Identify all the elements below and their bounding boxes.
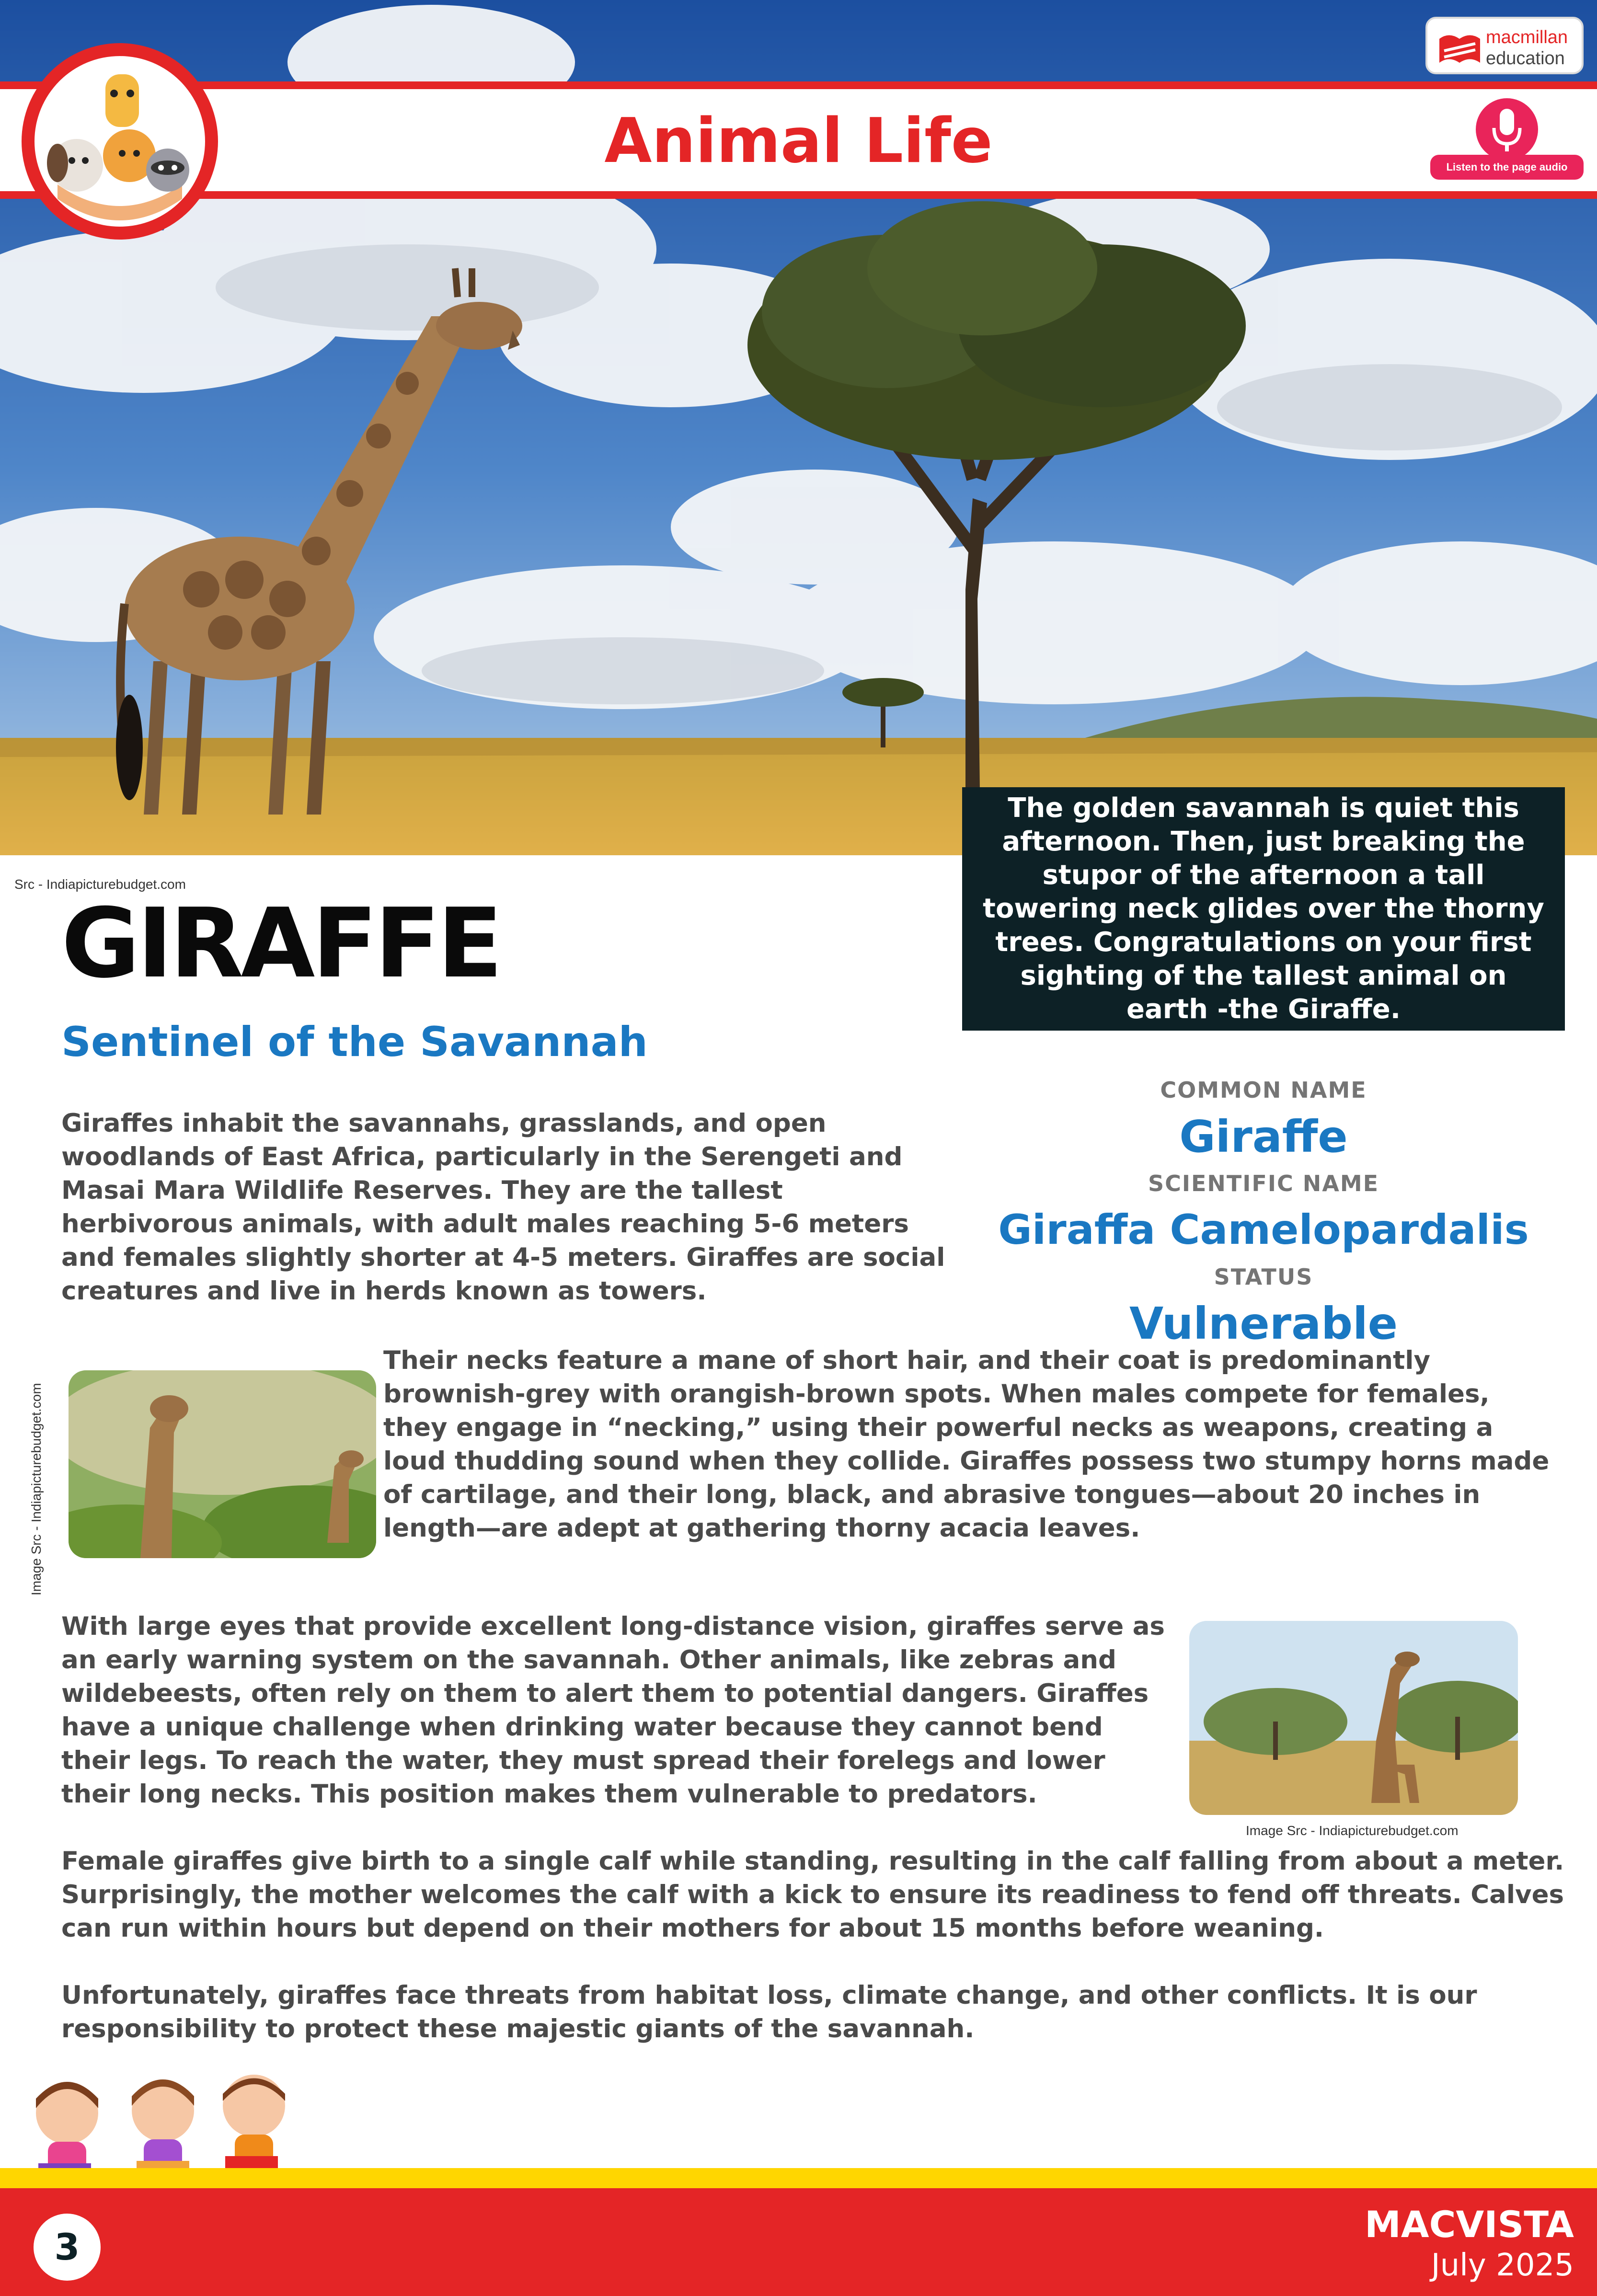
magazine-info bbox=[1365, 2203, 1574, 2285]
scientific-name-label: SCIENTIFIC NAME bbox=[1148, 1171, 1379, 1196]
status-label: STATUS bbox=[1214, 1264, 1313, 1290]
paragraph-2: Their necks feature a mane of short hair, and their coat is predominantly brownish-grey with orangish-brown spots. When males compete for females, they engage in “necking,” using their powerful necks as weapons, creating a loud thudding sound when they collide. Giraffes possess two stumpy horns made of cartilage, and their long, black, and abrasive tongues—about 20 inches in length—are adept at gathering thorny acacia leaves. bbox=[383, 1346, 1550, 1543]
hero-image-credit: Src - Indiapicturebudget.com bbox=[14, 877, 186, 892]
paragraph-4: Female giraffes give birth to a single calf while standing, resulting in the calf falling from about a meter. Surprisingly, the mother welcomes the calf with a kick to ensure its readiness to fend off threats. Calves can run within hours but depend on their mothers for about 15 months before weaning. bbox=[61, 1847, 1564, 1943]
fact-panel bbox=[962, 1073, 1565, 1354]
intro-box bbox=[962, 787, 1565, 1031]
section-title: Animal Life bbox=[604, 105, 993, 177]
photo-2-credit: Image Src - Indiapicturebudget.com bbox=[1246, 1823, 1459, 1838]
common-name-label: COMMON NAME bbox=[1160, 1077, 1367, 1103]
logo-line-2: education bbox=[1486, 48, 1565, 69]
macmillan-logo-icon bbox=[1437, 29, 1482, 66]
issue-date: July 2025 bbox=[1431, 2248, 1574, 2283]
footer-stripe bbox=[0, 2168, 1597, 2188]
paragraph-3: With large eyes that provide excellent long-distance vision, giraffes serve as an early warning system on the savannah. Other animals, like zebras and wildebeests, often rely on them to alert them to potential dangers. Giraffes have a unique challenge when drinking water because they cannot bend their legs. To reach the water, they must spread their forelegs and lower their long necks. This position makes them vulnerable to predators. bbox=[61, 1612, 1165, 1809]
giraffe-pair-photo bbox=[69, 1370, 376, 1558]
magazine-name: MACVISTA bbox=[1365, 2203, 1574, 2246]
article-subtitle: Sentinel of the Savannah bbox=[61, 1018, 648, 1066]
animal-badge bbox=[19, 41, 220, 242]
paragraph-1: Giraffes inhabit the savannahs, grasslands, and open woodlands of East Africa, particularly in the Serengeti and Masai Mara Wildlife Reserves. They are the tallest herbivorous animals, with adult males reaching 5-6 meters and females slightly shorter at 4-5 meters. Giraffes are social creatures and live in herds known as towers. bbox=[61, 1109, 945, 1306]
giraffe-savannah-photo bbox=[1189, 1621, 1518, 1815]
footer-bar bbox=[0, 2188, 1597, 2296]
listen-audio-label: Listen to the page audio bbox=[1430, 155, 1584, 180]
article-title: GIRAFFE bbox=[61, 888, 500, 999]
paragraph-5: Unfortunately, giraffes face threats from habitat loss, climate change, and other conflicts. It is our responsibility to protect these majestic giants of the savannah. bbox=[61, 1981, 1477, 2043]
page-number: 3 bbox=[34, 2214, 101, 2281]
common-name-value: Giraffe bbox=[1179, 1111, 1348, 1162]
logo-line-1: macmillan bbox=[1486, 27, 1568, 47]
publisher-logo bbox=[1425, 17, 1584, 74]
intro-text: The golden savannah is quiet this afternoon. Then, just breaking the stupor of the afternoon a tall towering neck glides over the thorny trees. Congratulations on your first sighting of the tallest animal on earth -the Giraffe. bbox=[983, 792, 1544, 1025]
scientific-name-value: Giraffa Camelopardalis bbox=[998, 1206, 1529, 1254]
listen-audio-button[interactable] bbox=[1430, 98, 1584, 182]
status-value: Vulnerable bbox=[1129, 1298, 1398, 1349]
photo-1-credit: Image Src - Indiapicturebudget.com bbox=[29, 1383, 44, 1596]
microphone-icon bbox=[1476, 98, 1538, 161]
